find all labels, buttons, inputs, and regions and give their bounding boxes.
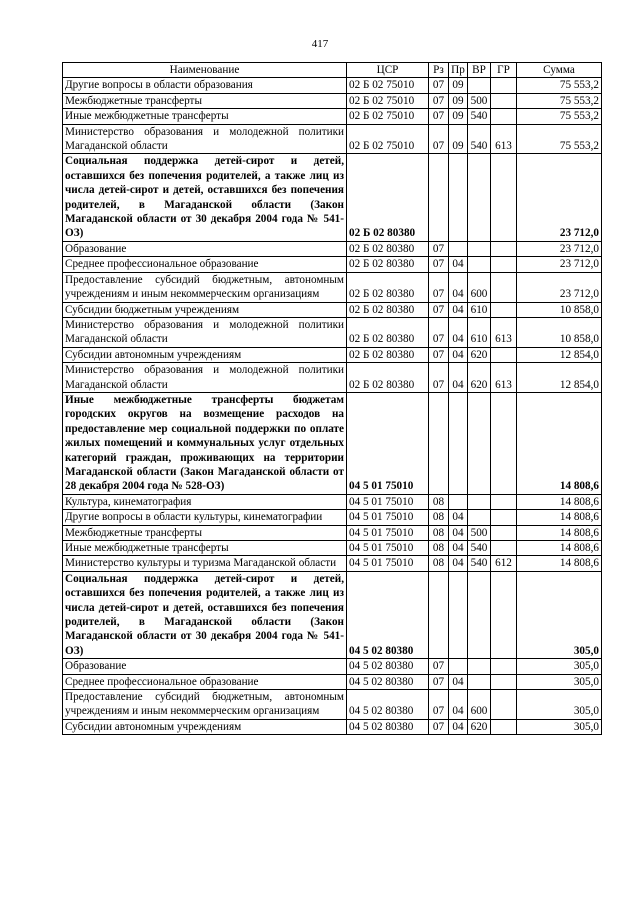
table-row (63, 241, 602, 256)
cell-gr (491, 392, 517, 494)
cell-rz: 07 (429, 719, 449, 734)
table-row (63, 556, 602, 571)
cell-sum: 305,0 (517, 674, 602, 689)
cell-sum: 12 854,0 (517, 347, 602, 362)
cell-sum: 14 808,6 (517, 510, 602, 525)
table-row (63, 659, 602, 674)
cell-sum: 75 553,2 (517, 78, 602, 93)
cell-gr (491, 257, 517, 272)
cell-vr (468, 78, 491, 93)
cell-sum: 23 712,0 (517, 241, 602, 256)
cell-vr: 620 (468, 719, 491, 734)
cell-gr (491, 272, 517, 302)
cell-name: Социальная поддержка детей-сирот и детей, оставшихся без попечения родителей, а также лиц из числа детей-сирот и детей, оставшихся без попечения родителей, в Магаданской области (Закон Магаданской области от 30 декабря 2004 года № 541-ОЗ) (63, 571, 347, 658)
cell-gr (491, 541, 517, 556)
cell-gr (491, 719, 517, 734)
cell-csr: 04 5 02 80380 (347, 674, 429, 689)
table-row (63, 719, 602, 734)
cell-name: Другие вопросы в области образования (63, 78, 347, 93)
cell-pr: 04 (449, 719, 468, 734)
cell-sum: 23 712,0 (517, 272, 602, 302)
cell-vr: 610 (468, 317, 491, 347)
table-row (63, 317, 602, 347)
cell-sum: 14 808,6 (517, 392, 602, 494)
cell-rz: 07 (429, 78, 449, 93)
cell-rz: 07 (429, 347, 449, 362)
cell-rz: 08 (429, 510, 449, 525)
cell-name: Министерство образования и молодежной политики Магаданской области (63, 317, 347, 347)
header-name: Наименование (63, 63, 347, 78)
page-number: 417 (311, 38, 329, 50)
table-row (63, 347, 602, 362)
cell-csr: 02 Б 02 80380 (347, 257, 429, 272)
cell-pr: 04 (449, 556, 468, 571)
cell-name: Межбюджетные трансферты (63, 93, 347, 108)
table-row (63, 571, 602, 658)
cell-gr (491, 690, 517, 720)
cell-gr (491, 302, 517, 317)
cell-rz: 07 (429, 93, 449, 108)
table-row (63, 124, 602, 154)
cell-gr (491, 109, 517, 124)
cell-pr: 04 (449, 317, 468, 347)
cell-rz: 07 (429, 317, 449, 347)
cell-gr: 612 (491, 556, 517, 571)
table-row (63, 257, 602, 272)
cell-rz: 08 (429, 541, 449, 556)
table-row (63, 674, 602, 689)
cell-rz: 07 (429, 659, 449, 674)
cell-sum: 75 553,2 (517, 109, 602, 124)
cell-pr: 04 (449, 302, 468, 317)
cell-gr (491, 571, 517, 658)
cell-pr: 09 (449, 78, 468, 93)
cell-sum: 305,0 (517, 571, 602, 658)
cell-vr (468, 392, 491, 494)
cell-vr (468, 659, 491, 674)
cell-name: Другие вопросы в области культуры, кинематографии (63, 510, 347, 525)
cell-name: Предоставление субсидий бюджетным, автономным учреждениям и иным некоммерческим организациям (63, 690, 347, 720)
cell-name: Министерство образования и молодежной политики Магаданской области (63, 124, 347, 154)
cell-csr: 02 Б 02 75010 (347, 124, 429, 154)
cell-name: Образование (63, 241, 347, 256)
cell-gr (491, 241, 517, 256)
cell-pr (449, 659, 468, 674)
cell-sum: 305,0 (517, 690, 602, 720)
table-row (63, 494, 602, 509)
cell-rz (429, 392, 449, 494)
cell-csr: 04 5 01 75010 (347, 541, 429, 556)
table-row (63, 363, 602, 393)
cell-vr (468, 241, 491, 256)
cell-gr (491, 93, 517, 108)
cell-name: Иные межбюджетные трансферты (63, 541, 347, 556)
cell-rz (429, 154, 449, 241)
cell-rz: 07 (429, 674, 449, 689)
cell-pr (449, 494, 468, 509)
cell-pr (449, 571, 468, 658)
cell-gr: 613 (491, 363, 517, 393)
table-row (63, 541, 602, 556)
cell-pr (449, 392, 468, 494)
table-header (63, 63, 602, 78)
cell-name: Субсидии автономным учреждениям (63, 719, 347, 734)
table-row (63, 302, 602, 317)
cell-rz: 07 (429, 363, 449, 393)
cell-csr: 02 Б 02 80380 (347, 154, 429, 241)
cell-gr (491, 154, 517, 241)
cell-sum: 75 553,2 (517, 124, 602, 154)
table-row (63, 93, 602, 108)
cell-vr: 540 (468, 109, 491, 124)
budget-table (62, 62, 602, 735)
cell-csr: 02 Б 02 75010 (347, 109, 429, 124)
cell-sum: 305,0 (517, 659, 602, 674)
cell-csr: 02 Б 02 80380 (347, 347, 429, 362)
cell-vr (468, 494, 491, 509)
cell-rz: 07 (429, 109, 449, 124)
cell-csr: 02 Б 02 80380 (347, 272, 429, 302)
cell-vr: 600 (468, 690, 491, 720)
cell-csr: 02 Б 02 80380 (347, 317, 429, 347)
header-gr: ГР (491, 63, 517, 78)
cell-vr: 500 (468, 93, 491, 108)
cell-sum: 23 712,0 (517, 154, 602, 241)
cell-name: Образование (63, 659, 347, 674)
header-csr: ЦСР (347, 63, 429, 78)
cell-csr: 04 5 02 80380 (347, 659, 429, 674)
cell-sum: 10 858,0 (517, 302, 602, 317)
cell-rz: 07 (429, 241, 449, 256)
cell-csr: 02 Б 02 75010 (347, 78, 429, 93)
cell-csr: 04 5 01 75010 (347, 556, 429, 571)
cell-vr: 540 (468, 541, 491, 556)
cell-pr: 09 (449, 93, 468, 108)
cell-name: Субсидии бюджетным учреждениям (63, 302, 347, 317)
cell-sum: 75 553,2 (517, 93, 602, 108)
cell-vr: 600 (468, 272, 491, 302)
cell-pr: 04 (449, 690, 468, 720)
header-sum: Сумма (517, 63, 602, 78)
cell-gr (491, 494, 517, 509)
cell-name: Министерство культуры и туризма Магаданской области (63, 556, 347, 571)
cell-csr: 02 Б 02 80380 (347, 302, 429, 317)
cell-vr: 540 (468, 124, 491, 154)
cell-pr: 04 (449, 674, 468, 689)
cell-pr: 04 (449, 363, 468, 393)
cell-sum: 12 854,0 (517, 363, 602, 393)
cell-gr (491, 674, 517, 689)
cell-name: Субсидии автономным учреждениям (63, 347, 347, 362)
cell-vr: 610 (468, 302, 491, 317)
table-row (63, 525, 602, 540)
header-vr: ВР (468, 63, 491, 78)
cell-rz: 07 (429, 257, 449, 272)
cell-csr: 04 5 01 75010 (347, 392, 429, 494)
cell-pr: 09 (449, 109, 468, 124)
cell-rz: 08 (429, 556, 449, 571)
cell-csr: 04 5 01 75010 (347, 510, 429, 525)
cell-csr: 04 5 02 80380 (347, 690, 429, 720)
cell-gr: 613 (491, 124, 517, 154)
cell-name: Социальная поддержка детей-сирот и детей, оставшихся без попечения родителей, а также лиц из числа детей-сирот и детей, оставшихся без попечения родителей, в Магаданской области (Закон Магаданской области от 30 декабря 2004 года № 541-ОЗ) (63, 154, 347, 241)
cell-name: Межбюджетные трансферты (63, 525, 347, 540)
cell-sum: 14 808,6 (517, 525, 602, 540)
cell-rz: 07 (429, 124, 449, 154)
cell-name: Предоставление субсидий бюджетным, автономным учреждениям и иным некоммерческим организациям (63, 272, 347, 302)
cell-vr (468, 510, 491, 525)
cell-pr (449, 241, 468, 256)
cell-sum: 14 808,6 (517, 556, 602, 571)
cell-vr (468, 154, 491, 241)
cell-rz: 08 (429, 494, 449, 509)
cell-csr: 04 5 02 80380 (347, 719, 429, 734)
table-row (63, 109, 602, 124)
cell-sum: 23 712,0 (517, 257, 602, 272)
table-row (63, 154, 602, 241)
cell-vr: 620 (468, 347, 491, 362)
cell-vr (468, 257, 491, 272)
cell-sum: 10 858,0 (517, 317, 602, 347)
cell-rz: 07 (429, 272, 449, 302)
cell-csr: 04 5 02 80380 (347, 571, 429, 658)
cell-vr (468, 674, 491, 689)
cell-gr (491, 78, 517, 93)
cell-csr: 02 Б 02 80380 (347, 363, 429, 393)
cell-name: Иные межбюджетные трансферты (63, 109, 347, 124)
cell-vr: 620 (468, 363, 491, 393)
cell-gr (491, 347, 517, 362)
table-row (63, 392, 602, 494)
cell-sum: 14 808,6 (517, 541, 602, 556)
cell-sum: 14 808,6 (517, 494, 602, 509)
cell-name: Министерство образования и молодежной политики Магаданской области (63, 363, 347, 393)
cell-csr: 02 Б 02 75010 (347, 93, 429, 108)
cell-gr (491, 659, 517, 674)
table-row (63, 272, 602, 302)
cell-vr (468, 571, 491, 658)
cell-gr (491, 525, 517, 540)
table-row (63, 78, 602, 93)
cell-name: Среднее профессиональное образование (63, 674, 347, 689)
cell-pr: 04 (449, 525, 468, 540)
cell-csr: 02 Б 02 80380 (347, 241, 429, 256)
cell-pr (449, 154, 468, 241)
cell-csr: 04 5 01 75010 (347, 494, 429, 509)
cell-csr: 04 5 01 75010 (347, 525, 429, 540)
cell-rz (429, 571, 449, 658)
table-body (63, 78, 602, 735)
cell-pr: 04 (449, 347, 468, 362)
cell-pr: 09 (449, 124, 468, 154)
cell-vr: 540 (468, 556, 491, 571)
cell-pr: 04 (449, 510, 468, 525)
header-rz: Рз (429, 63, 449, 78)
cell-gr: 613 (491, 317, 517, 347)
cell-rz: 07 (429, 690, 449, 720)
cell-pr: 04 (449, 257, 468, 272)
cell-rz: 08 (429, 525, 449, 540)
table-row (63, 510, 602, 525)
cell-name: Среднее профессиональное образование (63, 257, 347, 272)
cell-gr (491, 510, 517, 525)
header-pr: Пр (449, 63, 468, 78)
cell-name: Культура, кинематография (63, 494, 347, 509)
cell-sum: 305,0 (517, 719, 602, 734)
cell-name: Иные межбюджетные трансферты бюджетам городских округов на возмещение расходов на предоставление мер социальной поддержки по оплате жилых помещений и коммунальных услуг отдельных категорий граждан, проживающих на территории Магаданской области (Закон Магаданской области от 28 декабря 2004 года № 528-ОЗ) (63, 392, 347, 494)
cell-pr: 04 (449, 541, 468, 556)
cell-vr: 500 (468, 525, 491, 540)
table-row (63, 690, 602, 720)
cell-rz: 07 (429, 302, 449, 317)
cell-pr: 04 (449, 272, 468, 302)
